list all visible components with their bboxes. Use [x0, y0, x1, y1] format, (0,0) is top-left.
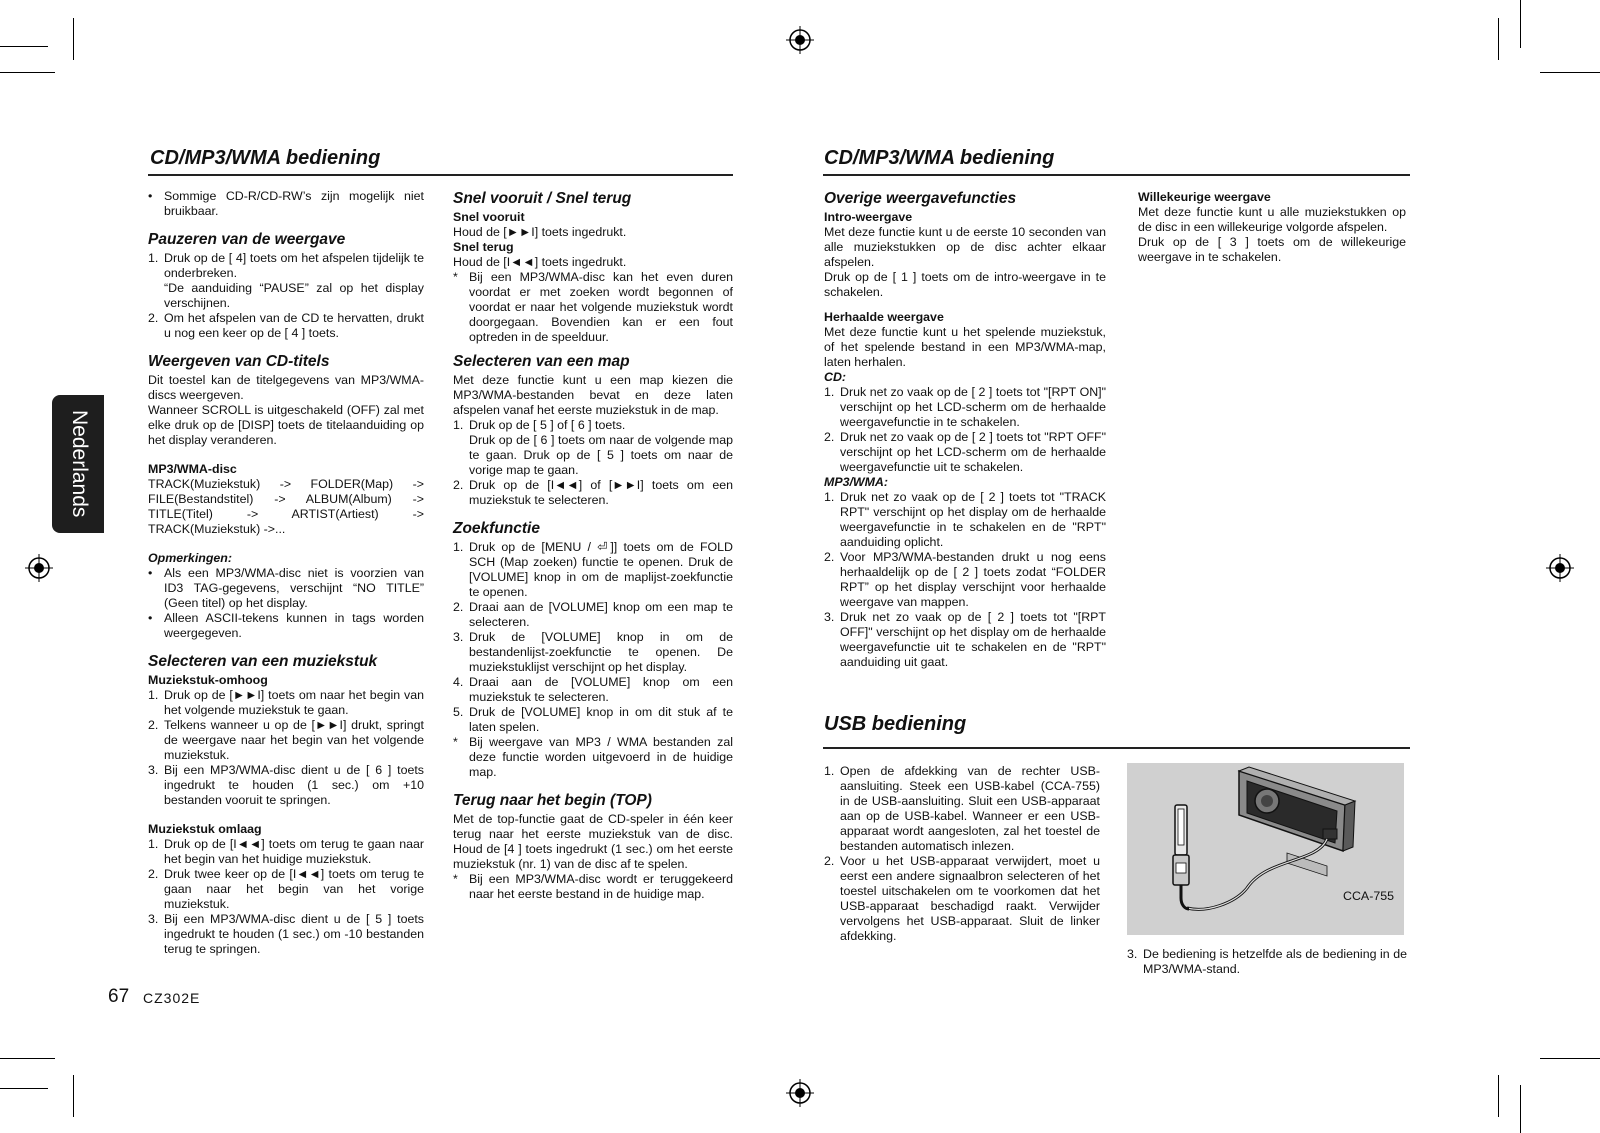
registration-mark-icon — [1546, 554, 1574, 582]
registration-mark-icon — [25, 554, 53, 582]
list-item: 3. De bediening is hetzelfde als de bediening in de MP3/WMA-stand. — [1127, 947, 1407, 976]
section-heading: Terug naar het begin (TOP) — [453, 792, 652, 809]
paragraph: Druk op de [ 1 ] toets om de intro-weergave in te schakelen. — [824, 270, 1106, 299]
paragraph: Met deze functie kunt u het spelende muziekstuk, of het spelende bestand in een MP3/WMA-map, laten herhalen. — [824, 325, 1106, 369]
list-item: 3. Bij een MP3/WMA-disc dient u de [ 6 ] toets ingedrukt te houden (1 sec.) om +10 bestanden vooruit te springen. — [148, 763, 424, 807]
list-item: 1. Druk net zo vaak op de [ 2 ] toets tot "TRACK RPT" verschijnt op het display om de herhaalde weergavefunctie in te schakelen en de "RPT" aanduiding oplicht. — [824, 490, 1106, 549]
car-stereo-usb-illustration — [1127, 763, 1404, 935]
list-item: 1. Druk op de [►►I] toets om naar het begin van het volgende muziekstuk te gaan. — [148, 688, 424, 717]
section-heading: Zoekfunctie — [453, 520, 540, 537]
list-item: 1. Open de afdekking van de rechter USB-aansluiting. Steek een USB-kabel (CCA-755) in de USB-aansluiting. Sluit een USB-apparaat aan op de USB-kabel. Wanneer er een USB-apparaat wordt aangesloten, zal het toestel de bestanden automatisch inlezen. — [824, 764, 1100, 853]
section-heading: Pauzeren van de weergave — [148, 231, 346, 248]
crop-mark — [1498, 1075, 1499, 1117]
subheading: MP3/WMA-disc — [148, 462, 237, 476]
paragraph: Met deze functie kunt u de eerste 10 seconden van alle muziekstukken op de disc achter elkaar afspelen. — [824, 225, 1106, 269]
column-1 — [148, 189, 424, 957]
column-2 — [453, 190, 733, 902]
list-item: 2. Telkens wanneer u op de [►►I] drukt, springt de weergave naar het begin van het volgende muziekstuk. — [148, 718, 424, 762]
subheading: Opmerkingen: — [148, 551, 232, 565]
list-item: * Bij weergave van MP3 / WMA bestanden zal deze functie worden uitgevoerd in de huidige map. — [453, 735, 733, 779]
section-heading: Snel vooruit / Snel terug — [453, 190, 632, 207]
title-rule — [148, 174, 733, 176]
crop-mark — [1498, 18, 1499, 60]
paragraph: Wanneer SCROLL is uitgeschakeld (OFF) zal met elke druk op de [DISP] toets de titelaanduiding op het display veranderen. — [148, 403, 424, 447]
column-3 — [824, 190, 1106, 670]
paragraph: Met deze functie kunt u een map kiezen die MP3/WMA-bestanden bevat en deze laten afspelen vanaf het eerste muziekstuk in de map. — [453, 373, 733, 417]
section-heading: Weergeven van CD-titels — [148, 353, 330, 370]
usb-connection-figure — [1127, 763, 1404, 935]
list-item: 2. Voor u het USB-apparaat verwijdert, moet u eerst een andere signaalbron selecteren of het toestel uitschakelen om te voorkomen dat het USB-apparaat beschadigd raakt. Verwijder vervolgens het USB-apparaat. Sluit de linker afdekking. — [824, 854, 1100, 943]
list-item: 1. Druk op de [ 5 ] of [ 6 ] toets. Druk op de [ 6 ] toets om naar de volgende map te gaan. Druk op de [ 5 ] toets om naar de vorige map te gaan. — [453, 418, 733, 477]
paragraph: Houd de [►►I] toets ingedrukt. — [453, 225, 627, 239]
crop-mark — [0, 1058, 55, 1059]
subheading: Muziekstuk-omhoog — [148, 673, 268, 687]
subheading: Snel terug — [453, 240, 514, 254]
registration-mark-icon — [786, 26, 814, 54]
list-item: 3. Druk de [VOLUME] knop in om de bestandenlijst-zoekfunctie te openen. De muziekstuklijst verschijnt op het display. — [453, 630, 733, 674]
usb-steps — [824, 764, 1100, 944]
crop-mark — [1520, 1085, 1521, 1133]
list-item: 1. Druk op de [MENU / ⏎]] toets om de FOLD SCH (Map zoeken) functie te openen. Druk de [VOLUME] knop in om de maplijst-zoekfunctie te openen. — [453, 540, 733, 599]
crop-mark — [1540, 72, 1600, 73]
crop-mark — [1540, 1058, 1600, 1059]
page-number: 67 — [108, 986, 130, 1007]
list-item: 3. Bij een MP3/WMA-disc dient u de [ 5 ] toets ingedrukt te houden (1 sec.) om -10 bestanden terug te springen. — [148, 912, 424, 956]
subheading: Willekeurige weergave — [1138, 190, 1271, 204]
page-title-left: CD/MP3/WMA bediening — [150, 147, 381, 169]
paragraph: Met deze functie kunt u alle muziekstukken op de disc in een willekeurige volgorde afspelen. — [1138, 205, 1406, 234]
column-4 — [1138, 190, 1406, 265]
subheading: MP3/WMA: — [824, 475, 889, 489]
list-item: • Als een MP3/WMA-disc niet is voorzien van ID3 TAG-gegevens, verschijnt “NO TITLE” (Geen titel) op het display. — [148, 566, 424, 610]
list-item: 5. Druk de [VOLUME] knop in om dit stuk af te laten spelen. — [453, 705, 733, 734]
subheading: Muziekstuk omlaag — [148, 822, 262, 836]
list-item: 2. Om het afspelen van de CD te hervatten, drukt u nog een keer op de [ 4 ] toets. — [148, 311, 424, 340]
list-item: 1. Druk op de [ 4] toets om het afspelen tijdelijk te onderbreken. “De aanduiding “PAUSE” zal op het display verschijnen. — [148, 251, 424, 310]
page-title-right: CD/MP3/WMA bediening — [824, 147, 1055, 169]
crop-mark — [73, 18, 74, 60]
paragraph: Met de top-functie gaat de CD-speler in één keer terug naar het eerste muziekstuk van de disc. Houd de [4 ] toets ingedrukt (1 sec.) om het eerste muziekstuk (nr. 1) van de disc af te spelen. — [453, 812, 733, 871]
list-item: 1. Druk op de [I◄◄] toets om terug te gaan naar het begin van het huidige muziekstuk. — [148, 837, 424, 866]
section-heading: Selecteren van een map — [453, 353, 630, 370]
list-item: • Alleen ASCII-tekens kunnen in tags worden weergegeven. — [148, 611, 424, 640]
title-rule — [823, 747, 1410, 749]
usb-step-3 — [1127, 947, 1407, 977]
list-item: 2. Druk twee keer op de [I◄◄] toets om terug te gaan naar het begin van het vorige muziekstuk. — [148, 867, 424, 911]
crop-mark — [0, 46, 48, 47]
subheading: Herhaalde weergave — [824, 310, 944, 324]
subheading: CD: — [824, 370, 847, 384]
registration-mark-icon — [786, 1079, 814, 1107]
subheading: Intro-weergave — [824, 210, 913, 224]
crop-mark — [0, 1088, 48, 1089]
crop-mark — [73, 1075, 74, 1117]
crop-mark — [1520, 0, 1521, 48]
usb-heading: USB bediening — [824, 713, 967, 735]
list-item: * Bij een MP3/WMA-disc kan het even duren voordat er met zoeken wordt begonnen of voordat er naar het volgende muziekstuk wordt doorgegaan. Bovendien kan er een fout optreden in de speelduur. — [453, 270, 733, 344]
list-item: • Sommige CD-R/CD-RW’s zijn mogelijk niet bruikbaar. — [148, 189, 424, 218]
list-item: 3. Druk net zo vaak op de [ 2 ] toets tot "[RPT OFF]" verschijnt op het display om de herhaalde weergavefunctie uit te schakelen en de "RPT" aanduiding uit gaat. — [824, 610, 1106, 669]
title-rule — [823, 174, 1410, 176]
subheading: Snel vooruit — [453, 210, 525, 224]
paragraph: Druk op de [ 3 ] toets om de willekeurige weergave in te schakelen. — [1138, 235, 1406, 264]
model-name: CZ302E — [143, 990, 201, 1006]
list-item: * Bij een MP3/WMA-disc wordt er teruggekeerd naar het eerste bestand in de huidige map. — [453, 872, 733, 901]
paragraph: Dit toestel kan de titelgegevens van MP3/WMA-discs weergeven. — [148, 373, 424, 402]
section-heading: Selecteren van een muziekstuk — [148, 653, 378, 670]
list-item: 1. Druk net zo vaak op de [ 2 ] toets tot "[RPT ON]" verschijnt op het LCD-scherm om de herhaalde weergavefunctie in te schakelen. — [824, 385, 1106, 429]
list-item: 2. Draai aan de [VOLUME] knop om een map te selecteren. — [453, 600, 733, 629]
section-heading: Overige weergavefuncties — [824, 190, 1017, 207]
crop-mark — [0, 72, 55, 73]
figure-label: CCA-755 — [1343, 889, 1394, 903]
paragraph: Houd de [I◄◄] toets ingedrukt. — [453, 255, 627, 269]
list-item: 4. Draai aan de [VOLUME] knop om een muziekstuk te selecteren. — [453, 675, 733, 704]
paragraph: TRACK(Muziekstuk) -> FOLDER(Map) -> FILE(Bestandstitel) -> ALBUM(Album) -> TITLE(Titel) -> ARTIST(Artiest) -> TRACK(Muziekstuk) ->... — [148, 477, 424, 536]
list-item: 2. Voor MP3/WMA-bestanden drukt u nog eens herhaaldelijk op de [ 2 ] toets zodat “FOLDER RPT” op het display verschijnt voor herhaalde weergave van mappen. — [824, 550, 1106, 609]
list-item: 2. Druk op de [I◄◄] of [►►I] toets om een muziekstuk te selecteren. — [453, 478, 733, 507]
list-item: 2. Druk net zo vaak op de [ 2 ] toets tot "RPT OFF" verschijnt op het LCD-scherm om de herhaalde weergavefunctie uit te schakelen. — [824, 430, 1106, 474]
language-tab-label: Nederlands — [68, 410, 91, 518]
